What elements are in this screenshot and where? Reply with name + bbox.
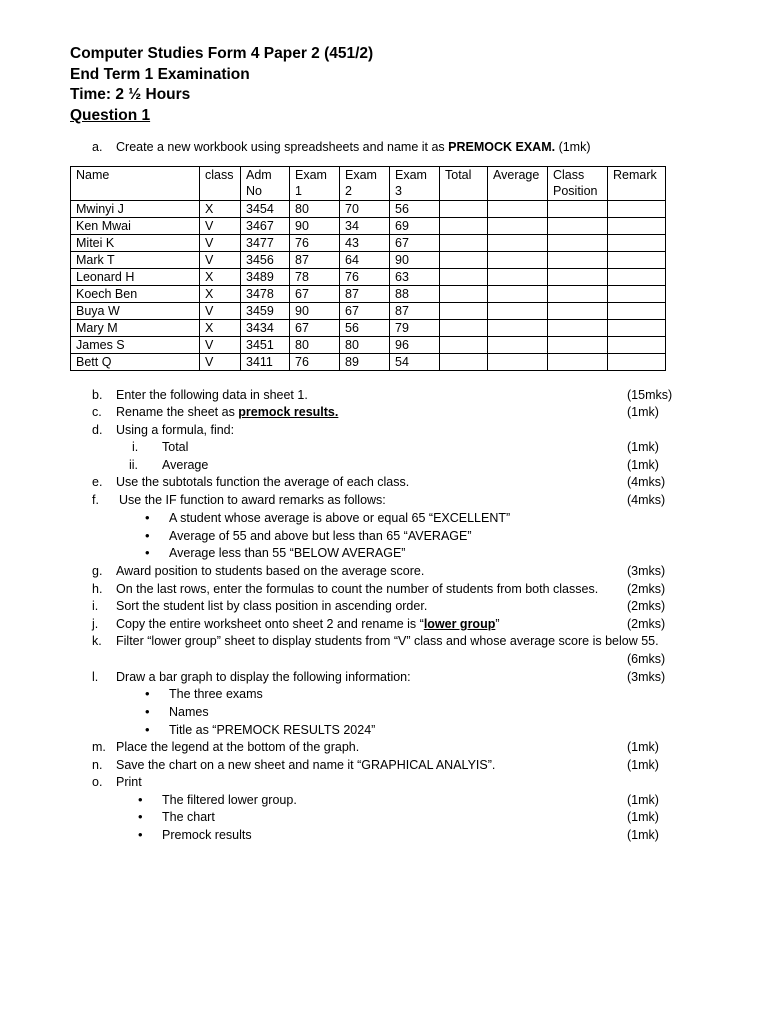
table-cell: V — [200, 303, 241, 320]
table-cell: 90 — [290, 303, 340, 320]
table-cell: 87 — [290, 252, 340, 269]
table-cell — [608, 337, 666, 354]
table-cell — [440, 235, 488, 252]
column-header — [340, 167, 390, 201]
table-cell: 90 — [390, 252, 440, 269]
item-l-marks: (3mks) — [627, 670, 666, 684]
item-i-text: Sort the student list by class position in ascending order. — [116, 599, 428, 613]
table-cell — [440, 320, 488, 337]
table-row — [71, 252, 666, 269]
table-cell: Leonard H — [71, 269, 200, 286]
table-row — [71, 201, 666, 218]
table-cell — [440, 337, 488, 354]
table-cell — [548, 201, 608, 218]
table-cell — [488, 269, 548, 286]
item-c-marks: (1mk) — [627, 405, 659, 419]
table-row — [71, 235, 666, 252]
exam-header — [70, 44, 373, 126]
table-cell: 67 — [390, 235, 440, 252]
table-cell: 80 — [290, 201, 340, 218]
print-item-lower-group: • The filtered lower group. — [162, 792, 297, 808]
column-header-line: Adm — [246, 168, 272, 182]
table-cell — [548, 320, 608, 337]
sheet-name: premock results. — [238, 405, 339, 419]
print-item-chart-marks: (1mk) — [627, 810, 659, 824]
table-cell — [440, 303, 488, 320]
remark-rule-excellent: • A student whose average is above or equal 65 “EXCELLENT” — [169, 510, 510, 526]
item-d-ii-marks: (1mk) — [627, 458, 659, 472]
item-j-closing-quote: ” — [495, 617, 500, 631]
item-n-text: Save the chart on a new sheet and name it “GRAPHICAL ANALYIS”. — [116, 758, 496, 772]
lower-group-name: lower group — [423, 617, 496, 631]
print-item-chart: • The chart — [162, 809, 215, 825]
table-cell — [608, 320, 666, 337]
item-h-text: On the last rows, enter the formulas to count the number of students from both classes. — [116, 582, 599, 596]
item-n-marks: (1mk) — [627, 758, 659, 772]
table-cell: 3477 — [241, 235, 290, 252]
table-cell: James S — [71, 337, 200, 354]
item-d-ii-text: Average — [162, 458, 209, 472]
item-d-i-text: Total — [162, 440, 189, 454]
table-cell: 79 — [390, 320, 440, 337]
table-cell — [548, 252, 608, 269]
item-d-ii-numeral: ii. — [129, 458, 139, 472]
item-d-i-marks: (1mk) — [627, 440, 659, 454]
table-body — [71, 201, 666, 371]
table-cell: V — [200, 252, 241, 269]
table-row — [71, 286, 666, 303]
table-cell: Mitei K — [71, 235, 200, 252]
table-cell: V — [200, 354, 241, 371]
table-cell: 80 — [290, 337, 340, 354]
table-cell: 3411 — [241, 354, 290, 371]
remark-rule-average: • Average of 55 and above but less than 65 “AVERAGE” — [169, 528, 472, 544]
table-cell: 3456 — [241, 252, 290, 269]
table-cell — [608, 252, 666, 269]
table-cell: 56 — [390, 201, 440, 218]
table-cell: X — [200, 286, 241, 303]
table-cell: 87 — [340, 286, 390, 303]
paper-title: Computer Studies Form 4 Paper 2 (451/2) — [70, 45, 374, 62]
column-header-line: Remark — [613, 168, 657, 182]
table-cell: 87 — [390, 303, 440, 320]
item-e-marks: (4mks) — [627, 475, 666, 489]
table-cell: 64 — [340, 252, 390, 269]
item-f-letter: f. — [92, 493, 99, 507]
table-row — [71, 218, 666, 235]
table-cell: Mary M — [71, 320, 200, 337]
item-b-letter: b. — [92, 388, 103, 402]
column-header — [608, 167, 666, 201]
table-row — [71, 303, 666, 320]
table-cell: Mwinyi J — [71, 201, 200, 218]
column-header — [548, 167, 608, 201]
item-l-letter: l. — [92, 670, 99, 684]
item-g-text: Award position to students based on the average score. — [116, 564, 425, 578]
table-cell — [608, 303, 666, 320]
item-l-text: Draw a bar graph to display the following information: — [116, 670, 411, 684]
column-header — [488, 167, 548, 201]
table-cell: 3434 — [241, 320, 290, 337]
table-cell — [440, 354, 488, 371]
table-cell — [608, 201, 666, 218]
exam-duration: Time: 2 ½ Hours — [70, 86, 191, 103]
table-cell — [488, 235, 548, 252]
column-header — [390, 167, 440, 201]
column-header — [290, 167, 340, 201]
column-header-line: class — [205, 168, 234, 182]
table-cell — [488, 354, 548, 371]
student-data-table — [70, 166, 666, 371]
table-cell: Bett Q — [71, 354, 200, 371]
table-cell — [488, 218, 548, 235]
table-cell: 88 — [390, 286, 440, 303]
column-header-line: Exam — [295, 168, 327, 182]
print-item-lower-group-marks: (1mk) — [627, 793, 659, 807]
table-cell: V — [200, 218, 241, 235]
table-cell: 54 — [390, 354, 440, 371]
print-item-premock-results-marks: (1mk) — [627, 828, 659, 842]
table-cell: V — [200, 337, 241, 354]
table-cell: 67 — [340, 303, 390, 320]
table-cell — [488, 320, 548, 337]
item-j-letter: j. — [92, 617, 99, 631]
table-cell — [440, 218, 488, 235]
remark-rule-below-average: • Average less than 55 “BELOW AVERAGE” — [169, 545, 405, 561]
table-cell — [488, 252, 548, 269]
table-cell — [548, 354, 608, 371]
column-header-line: Name — [76, 168, 110, 182]
table-cell — [548, 303, 608, 320]
print-item-premock-results: • Premock results — [162, 827, 252, 843]
table-cell: 80 — [340, 337, 390, 354]
item-h-marks: (2mks) — [627, 582, 666, 596]
item-m-text: Place the legend at the bottom of the graph. — [116, 740, 360, 754]
table-cell — [488, 303, 548, 320]
column-header — [200, 167, 241, 201]
item-m-marks: (1mk) — [627, 740, 659, 754]
item-b-text: Enter the following data in sheet 1. — [116, 388, 308, 402]
table-cell: 76 — [290, 235, 340, 252]
table-cell: 43 — [340, 235, 390, 252]
item-f-text: Use the IF function to award remarks as follows: — [119, 493, 386, 507]
item-d-i-numeral: i. — [132, 440, 139, 454]
table-cell — [548, 235, 608, 252]
table-cell: V — [200, 235, 241, 252]
graph-item-exams: • The three exams — [169, 686, 263, 702]
table-cell: 3467 — [241, 218, 290, 235]
table-cell: 3454 — [241, 201, 290, 218]
table-cell: 69 — [390, 218, 440, 235]
column-header — [241, 167, 290, 201]
item-h-letter: h. — [92, 582, 103, 596]
table-cell — [608, 218, 666, 235]
column-header-line: 1 — [295, 184, 302, 198]
item-k-letter: k. — [92, 634, 102, 648]
column-header-line: 3 — [395, 184, 402, 198]
table-header-row — [71, 167, 666, 201]
table-cell — [488, 337, 548, 354]
table-cell: Mark T — [71, 252, 200, 269]
column-header-line: No — [246, 184, 262, 198]
table-cell: 67 — [290, 320, 340, 337]
item-c-letter: c. — [92, 405, 102, 419]
table-cell: 90 — [290, 218, 340, 235]
item-i-marks: (2mks) — [627, 599, 666, 613]
item-a-marks: (1mk) — [555, 140, 591, 154]
item-a-text — [116, 139, 591, 155]
item-n-letter: n. — [92, 758, 103, 772]
column-header-line: Exam — [345, 168, 377, 182]
table-row — [71, 354, 666, 371]
item-d-text: Using a formula, find: — [116, 423, 235, 437]
table-cell — [548, 286, 608, 303]
table-cell: X — [200, 269, 241, 286]
table-cell — [440, 252, 488, 269]
item-d-letter: d. — [92, 423, 103, 437]
table-cell: 63 — [390, 269, 440, 286]
item-m-letter: m. — [92, 740, 106, 754]
item-e-text: Use the subtotals function the average of each class. — [116, 475, 410, 489]
table-cell — [548, 337, 608, 354]
table-cell: 56 — [340, 320, 390, 337]
table-cell: 3489 — [241, 269, 290, 286]
item-k-marks: (6mks) — [627, 652, 666, 666]
table-cell — [608, 286, 666, 303]
table-cell: 78 — [290, 269, 340, 286]
item-b-marks: (15mks) — [627, 388, 673, 402]
table-cell — [440, 286, 488, 303]
column-header — [71, 167, 200, 201]
table-cell: 34 — [340, 218, 390, 235]
table-cell — [548, 269, 608, 286]
table-cell: 3451 — [241, 337, 290, 354]
item-e-letter: e. — [92, 475, 103, 489]
item-j-instruction: Copy the entire worksheet onto sheet 2 and rename is “ — [116, 617, 424, 631]
table-cell: 76 — [290, 354, 340, 371]
item-g-letter: g. — [92, 564, 103, 578]
column-header-line: Average — [493, 168, 540, 182]
table-cell — [608, 354, 666, 371]
column-header-line: 2 — [345, 184, 352, 198]
table-cell: 96 — [390, 337, 440, 354]
column-header — [440, 167, 488, 201]
item-a-instruction: Create a new workbook using spreadsheets and name it as — [116, 140, 449, 154]
item-f-marks: (4mks) — [627, 493, 666, 507]
table-cell — [608, 235, 666, 252]
item-a-letter: a. — [92, 140, 103, 154]
item-g-marks: (3mks) — [627, 564, 666, 578]
column-header-line: Position — [553, 184, 598, 198]
table-cell: X — [200, 201, 241, 218]
item-c-text — [116, 404, 338, 420]
item-j-text — [116, 616, 500, 632]
table-row — [71, 337, 666, 354]
table-cell: Buya W — [71, 303, 200, 320]
table-cell: 67 — [290, 286, 340, 303]
table-cell: Ken Mwai — [71, 218, 200, 235]
table-row — [71, 269, 666, 286]
table-cell: 76 — [340, 269, 390, 286]
table-cell — [440, 269, 488, 286]
item-o-letter: o. — [92, 775, 103, 789]
table-cell: X — [200, 320, 241, 337]
table-cell: 3459 — [241, 303, 290, 320]
table-cell — [608, 269, 666, 286]
exam-name: End Term 1 Examination — [70, 65, 250, 83]
table-cell: 89 — [340, 354, 390, 371]
table-cell: 70 — [340, 201, 390, 218]
table-cell: 3478 — [241, 286, 290, 303]
column-header-line: Class — [553, 168, 585, 182]
graph-item-title: • Title as “PREMOCK RESULTS 2024” — [169, 722, 375, 738]
question-heading: Question 1 — [70, 106, 151, 124]
workbook-name: PREMOCK EXAM. — [448, 140, 556, 154]
column-header-line: Exam — [395, 168, 427, 182]
table-row — [71, 320, 666, 337]
item-i-letter: i. — [92, 599, 99, 613]
table-cell: Koech Ben — [71, 286, 200, 303]
item-k-text: Filter “lower group” sheet to display students from “V” class and whose average score is below 55. — [116, 634, 659, 648]
item-j-marks: (2mks) — [627, 617, 666, 631]
table-cell — [548, 218, 608, 235]
table-cell — [488, 286, 548, 303]
graph-item-names: • Names — [169, 704, 209, 720]
table-cell — [440, 201, 488, 218]
table-cell — [488, 201, 548, 218]
column-header-line: Total — [445, 168, 472, 182]
item-c-instruction: Rename the sheet as — [116, 405, 239, 419]
item-o-text: Print — [116, 775, 142, 789]
